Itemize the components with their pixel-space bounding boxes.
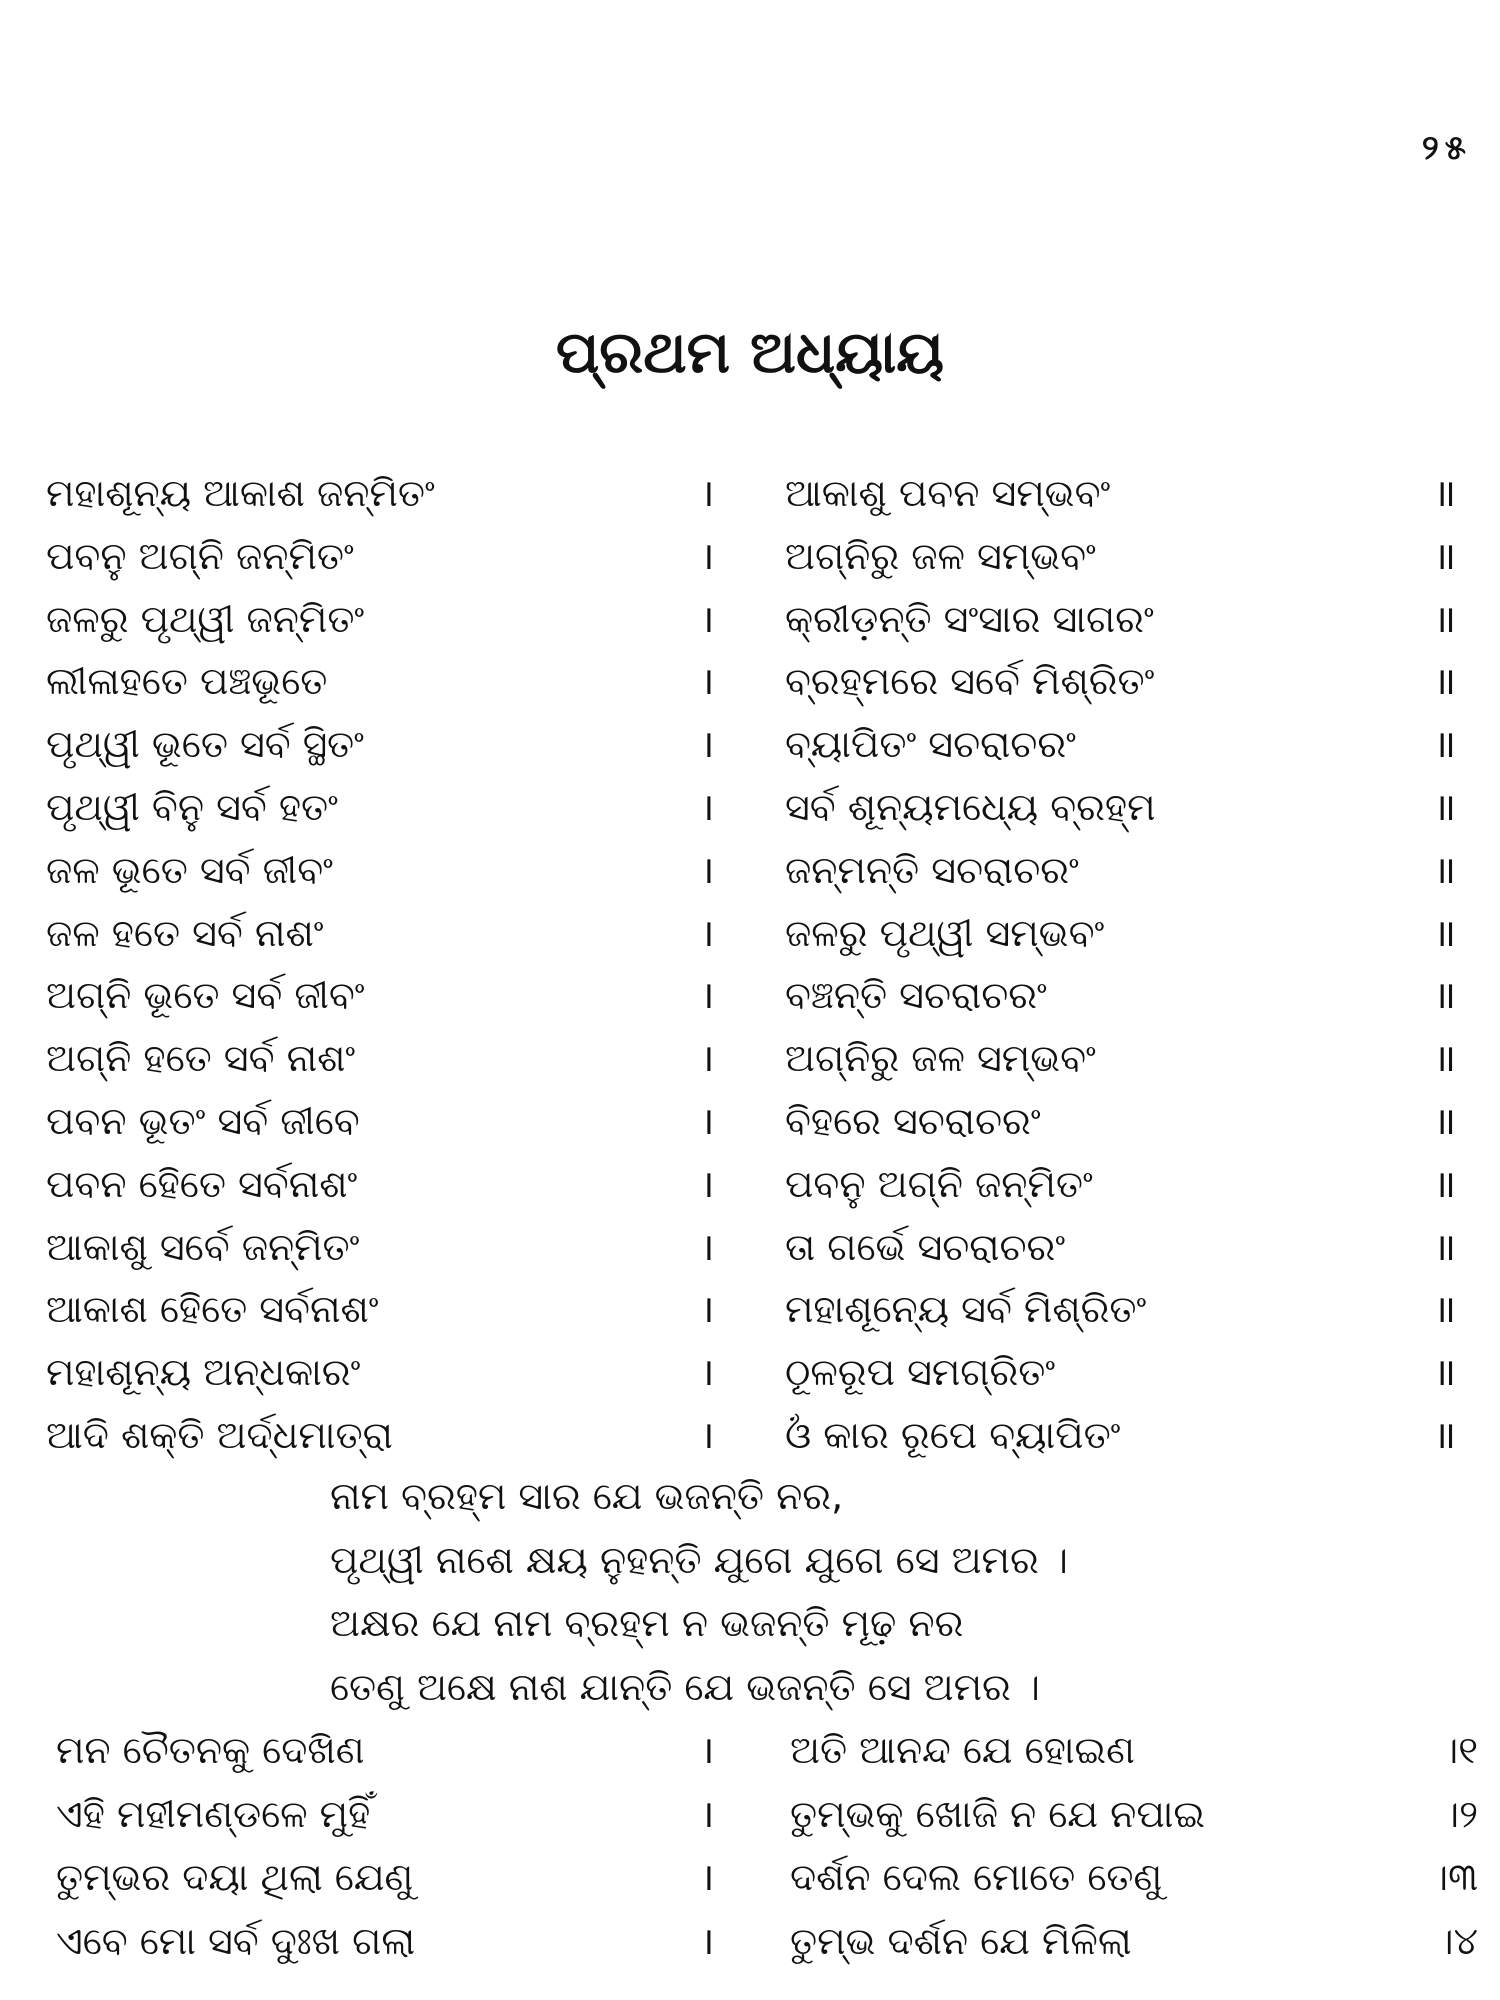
- couplet-block: [0, 1465, 1500, 1719]
- verse-end-mark: ॥: [1433, 722, 1456, 767]
- verse-left-half: ଲୀଳାହତେ ପଞ୍ଚଭୂତେ: [46, 659, 328, 704]
- verse-end-mark: ॥: [1433, 1224, 1456, 1269]
- verse-end-mark: ॥: [1433, 1412, 1456, 1457]
- verse-end-mark: ॥: [1433, 1161, 1456, 1206]
- danda-separator: ।: [700, 1224, 715, 1269]
- verse-right-half: ସର୍ବ ଶୂନ୍ୟମଧ୍ୟେ ବ୍ରହ୍ମ: [785, 784, 1156, 829]
- verse-end-mark: ॥: [1433, 1098, 1456, 1143]
- verse-right-half: ଜଳରୁ ପୃଥ୍ୱୀ ସମ୍ଭବଂ: [785, 910, 1105, 955]
- danda-separator: ।: [700, 1350, 715, 1395]
- danda-separator: ।: [700, 722, 715, 767]
- couplet-line: [0, 1529, 1500, 1593]
- verse-left-half: ମନ ଚୈତନକୁ ଦେଖିଣ: [56, 1728, 365, 1772]
- verse-end-mark: ॥: [1433, 596, 1456, 641]
- danda-separator: ।: [700, 1161, 715, 1206]
- verse-end-mark: ॥: [1433, 784, 1456, 829]
- verse-left-half: ପବନ ହେିତେ ସର୍ବନାଶଂ: [46, 1161, 358, 1206]
- verse-row: [0, 1404, 1500, 1467]
- verse-row: [0, 1090, 1500, 1153]
- verse-end-mark: ॥: [1433, 471, 1456, 515]
- danda-separator: ।: [700, 784, 715, 829]
- verse-row: [0, 1027, 1500, 1090]
- verse-row: [0, 1278, 1500, 1341]
- verse-end-mark: ॥: [1433, 910, 1456, 955]
- verse-right-half: ଜନ୍ମନ୍ତି ସଚରାଚରଂ: [785, 847, 1079, 892]
- verse-end-mark: ॥: [1433, 847, 1456, 892]
- danda-separator: ।: [700, 1412, 715, 1457]
- verse-end-mark: ॥: [1433, 1036, 1456, 1081]
- danda-separator: ।: [700, 910, 715, 955]
- couplet-line: [0, 1592, 1500, 1656]
- closing-verse-row: [0, 1783, 1500, 1847]
- verse-left-half: ଆକାଶୁ ସର୍ବେ ଜନ୍ମିତଂ: [46, 1224, 360, 1269]
- couplet-text: ପୃଥ୍ୱୀ ନାଶେ କ୍ଷୟ ନୁହନ୍ତି ଯୁଗେ ଯୁଗେ ସେ ଅମର ।: [330, 1537, 1068, 1582]
- verse-left-half: ମହାଶୂନ୍ୟ ଆକାଶ ଜନ୍ମିତଂ: [46, 471, 435, 515]
- danda-separator: ।: [700, 1036, 715, 1081]
- closing-verse-row: [0, 1846, 1500, 1910]
- danda-separator: ।: [700, 1855, 715, 1899]
- verse-left-half: ଅଗ୍ନି ହତେ ସର୍ବ ନାଶଂ: [46, 1036, 356, 1081]
- verse-end-mark: ।୪: [1436, 1918, 1478, 1963]
- verse-left-half: ପୃଥ୍ୱୀ ଭୂତେ ସର୍ବ ସ୍ଥିତଂ: [46, 722, 364, 767]
- verse-right-half: ଦର୍ଶନ ଦେଲ ମୋତେ ତେଣୁ: [790, 1855, 1163, 1899]
- verse-right-half: ଅଗ୍ନିରୁ ଜଳ ସମ୍ଭବଂ: [785, 1036, 1096, 1081]
- chapter-title: ପ୍ରଥମ ଅଧ୍ୟାୟ: [555, 318, 945, 386]
- danda-separator: ।: [700, 596, 715, 641]
- verse-end-mark: ।୧: [1441, 1728, 1478, 1772]
- danda-separator: ।: [700, 471, 715, 515]
- verse-row: [0, 839, 1500, 902]
- verse-table: [0, 462, 1500, 1467]
- verse-right-half: ମହାଶୂନ୍ୟେ ସର୍ବ ମିଶ୍ରିତଂ: [785, 1287, 1147, 1332]
- verse-left-half: ଜଳ ଭୂତେ ସର୍ବ ଜୀବଂ: [46, 847, 333, 892]
- verse-left-half: ଜଳରୁ ପୃଥ୍ୱୀ ଜନ୍ମିତଂ: [46, 596, 365, 641]
- verse-right-half: ଓଁ କାର ରୂପେ ବ୍ୟାପିତଂ: [785, 1412, 1121, 1457]
- verse-row: [0, 964, 1500, 1027]
- verse-end-mark: ॥: [1433, 659, 1456, 704]
- verse-end-mark: ॥: [1433, 1287, 1456, 1332]
- verse-right-half: ତା ଗର୍ଭେ ସଚରାଚରଂ: [785, 1224, 1066, 1269]
- couplet-text: ତେଣୁ ଅକ୍ଷେ ନାଶ ଯାନ୍ତି ଯେ ଭଜନ୍ତି ସେ ଅମର ।: [330, 1664, 1040, 1709]
- verse-row: [0, 1216, 1500, 1279]
- verse-left-half: ତୁମ୍ଭର ଦୟା ଥିଲା ଯେଣୁ: [56, 1855, 414, 1899]
- verse-row: [0, 1341, 1500, 1404]
- verse-left-half: ଅଗ୍ନି ଭୂତେ ସର୍ବ ଜୀବଂ: [46, 973, 365, 1018]
- danda-separator: ।: [700, 1287, 715, 1332]
- verse-right-half: ପବନୁ ଅଗ୍ନି ଜନ୍ମିତଂ: [785, 1161, 1093, 1206]
- verse-row: [0, 525, 1500, 588]
- verse-left-half: ପବନ ଭୂତଂ ସର୍ବ ଜୀବେ: [46, 1098, 360, 1143]
- verse-row: [0, 713, 1500, 776]
- closing-verse-row: [0, 1719, 1500, 1783]
- verse-left-half: ପବନୁ ଅଗ୍ନି ଜନ୍ମିତଂ: [46, 533, 354, 578]
- danda-separator: ।: [700, 847, 715, 892]
- verse-end-mark: ।୨: [1441, 1791, 1478, 1836]
- verse-right-half: ବ୍ରହ୍ମରେ ସର୍ବେ ମିଶ୍ରିତଂ: [785, 659, 1155, 704]
- danda-separator: ।: [700, 1728, 715, 1772]
- danda-separator: ।: [700, 1098, 715, 1143]
- danda-separator: ।: [700, 659, 715, 704]
- verse-end-mark: ॥: [1433, 973, 1456, 1018]
- verse-end-mark: ॥: [1433, 1350, 1456, 1395]
- verse-right-half: ବ୍ୟାପିତଂ ସଚରାଚରଂ: [785, 722, 1076, 767]
- couplet-line: [0, 1465, 1500, 1529]
- verse-end-mark: ॥: [1433, 533, 1456, 578]
- verse-right-half: ଆକାଶୁ ପବନ ସମ୍ଭବଂ: [785, 471, 1111, 515]
- verse-left-half: ଏବେ ମୋ ସର୍ବ ଦୁଃଖ ଗଲା: [56, 1918, 416, 1963]
- verse-right-half: ତୁମ୍ଭକୁ ଖୋଜି ନ ଯେ ନପାଇ: [790, 1791, 1206, 1836]
- verse-left-half: ପୃଥ୍ୱୀ ବିନୁ ସର୍ବ ହତଂ: [46, 784, 338, 829]
- verse-left-half: ଆଦି ଶକ୍ତି ଅର୍ଦ୍ଧମାତ୍ରା: [46, 1412, 393, 1457]
- verse-left-half: ଆକାଶ ହେିତେ ସର୍ବନାଶଂ: [46, 1287, 379, 1332]
- verse-left-half: ଏହି ମହୀମଣ୍ଡଳେ ମୁହିଁ: [56, 1791, 371, 1836]
- danda-separator: ।: [700, 973, 715, 1018]
- danda-separator: ।: [700, 1791, 715, 1836]
- verse-end-mark: ।୩: [1431, 1855, 1478, 1899]
- verse-row: [0, 650, 1500, 713]
- verse-right-half: ଅଗ୍ନିରୁ ଜଳ ସମ୍ଭବଂ: [785, 533, 1096, 578]
- verse-left-half: ମହାଶୂନ୍ୟ ଅନ୍ଧକାରଂ: [46, 1350, 361, 1395]
- page-number: ୨୫: [1421, 128, 1472, 168]
- couplet-line: [0, 1656, 1500, 1720]
- verse-right-half: ଠୂଳରୂପ ସମଗ୍ରିତଂ: [785, 1350, 1056, 1395]
- verse-row: [0, 588, 1500, 651]
- verse-row: [0, 902, 1500, 965]
- closing-verse-row: [0, 1910, 1500, 1974]
- verse-right-half: ବଞ୍ଚନ୍ତି ସଚରାଚରଂ: [785, 973, 1047, 1018]
- verse-left-half: ଜଳ ହତେ ସର୍ବ ନାଶଂ: [46, 910, 324, 955]
- verse-row: [0, 776, 1500, 839]
- danda-separator: ।: [700, 533, 715, 578]
- verse-right-half: ଅତି ଆନନ୍ଦ ଯେ ହୋଇଣ: [790, 1728, 1135, 1772]
- verse-row: [0, 1153, 1500, 1216]
- closing-verse-table: [0, 1719, 1500, 1973]
- verse-row: [0, 462, 1500, 525]
- verse-right-half: କ୍ରୀଡ଼ନ୍ତି ସଂସାର ସାଗରଂ: [785, 596, 1154, 641]
- danda-separator: ।: [700, 1918, 715, 1963]
- verse-right-half: ବିହରେ ସଚରାଚରଂ: [785, 1098, 1041, 1143]
- couplet-text: ନାମ ବ୍ରହ୍ମ ସାର ଯେ ଭଜନ୍ତି ନର,: [330, 1474, 844, 1518]
- couplet-text: ଅକ୍ଷର ଯେ ନାମ ବ୍ରହ୍ମ ନ ଭଜନ୍ତି ମୂଢ଼ ନର: [330, 1601, 964, 1645]
- verse-right-half: ତୁମ୍ଭ ଦର୍ଶନ ଯେ ମିଳିଲା: [790, 1918, 1132, 1963]
